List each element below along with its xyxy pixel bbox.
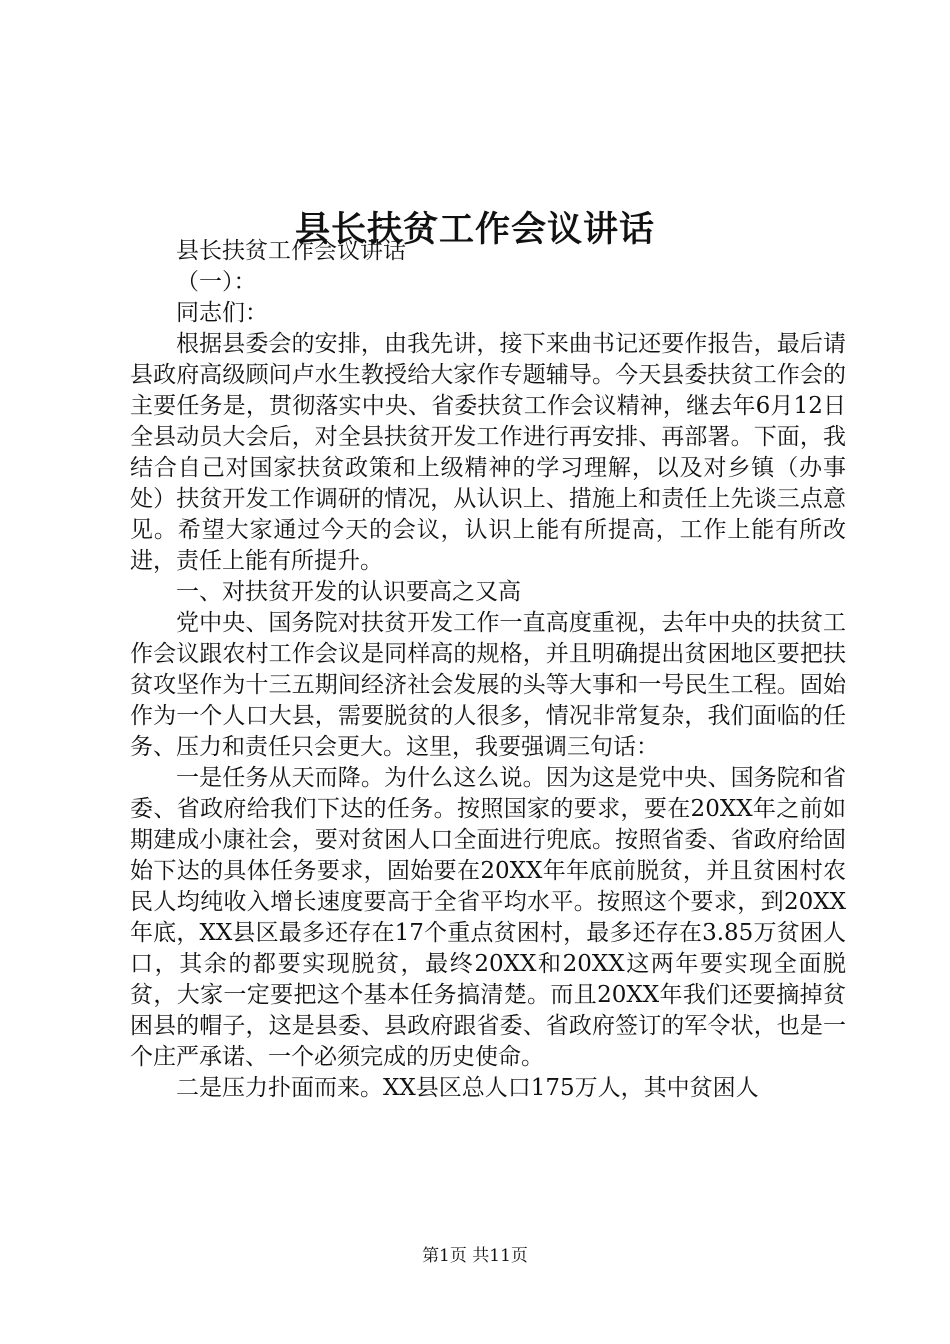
body-paragraph: 二是压力扑面而来。XX县区总人口175万人，其中贫困人 xyxy=(176,1075,759,1101)
section-heading: 一、对扶贫开发的认识要高之又高 xyxy=(176,579,521,605)
section-marker-paragraph: （一）： xyxy=(176,269,257,295)
document-title: 县长扶贫工作会议讲话 xyxy=(294,209,655,251)
subtitle-paragraph: 县长扶贫工作会议讲话 xyxy=(176,238,406,264)
body-paragraph: 党中央、国务院对扶贫开发工作一直高度重视，去年中央的扶贫工作会议跟农村工作会议是同样高的规格，并且明确提出贫困地区要把扶贫攻坚作为十三五期间经济社会发展的头等大事和一号民生工程。固始作为一个人口大县，需要脱贫的人很多，情况非常复杂，我们面临的任务、压力和责任只会更大。这里，我要强调三句话： xyxy=(130,610,846,760)
document-body xyxy=(130,236,846,1104)
page-number-footer: 第1页 共11页 xyxy=(422,1246,528,1266)
intro-paragraph: 根据县委会的安排，由我先讲，接下来曲书记还要作报告，最后请县政府高级顾问卢水生教授给大家作专题辅导。今天县委扶贫工作会的主要任务是，贯彻落实中央、省委扶贫工作会议精神，继去年6月12日全县动员大会后，对全县扶贫开发工作进行再安排、再部署。下面，我结合自己对国家扶贫政策和上级精神的学习理解，以及对乡镇（办事处）扶贫开发工作调研的情况，从认识上、措施上和责任上先谈三点意见。希望大家通过今天的会议，认识上能有所提高，工作上能有所改进，责任上能有所提升。 xyxy=(130,331,846,574)
body-paragraph: 一是任务从天而降。为什么这么说。因为这是党中央、国务院和省委、省政府给我们下达的任务。按照国家的要求，要在20XX年之前如期建成小康社会，要对贫困人口全面进行兜底。按照省委、省政府给固始下达的具体任务要求，固始要在20XX年年底前脱贫，并且贫困村农民人均纯收入增长速度要高于全省平均水平。按照这个要求，到20XX年底，XX县区最多还存在17个重点贫困村，最多还存在3.85万贫困人口，其余的都要实现脱贫，最终20XX和20XX这两年要实现全面脱贫，大家一定要把这个基本任务搞清楚。而且20XX年我们还要摘掉贫困县的帽子，这是县委、县政府跟省委、省政府签订的军令状，也是一个庄严承诺、一个必须完成的历史使命。 xyxy=(130,765,846,1070)
salutation-paragraph: 同志们： xyxy=(176,300,268,326)
